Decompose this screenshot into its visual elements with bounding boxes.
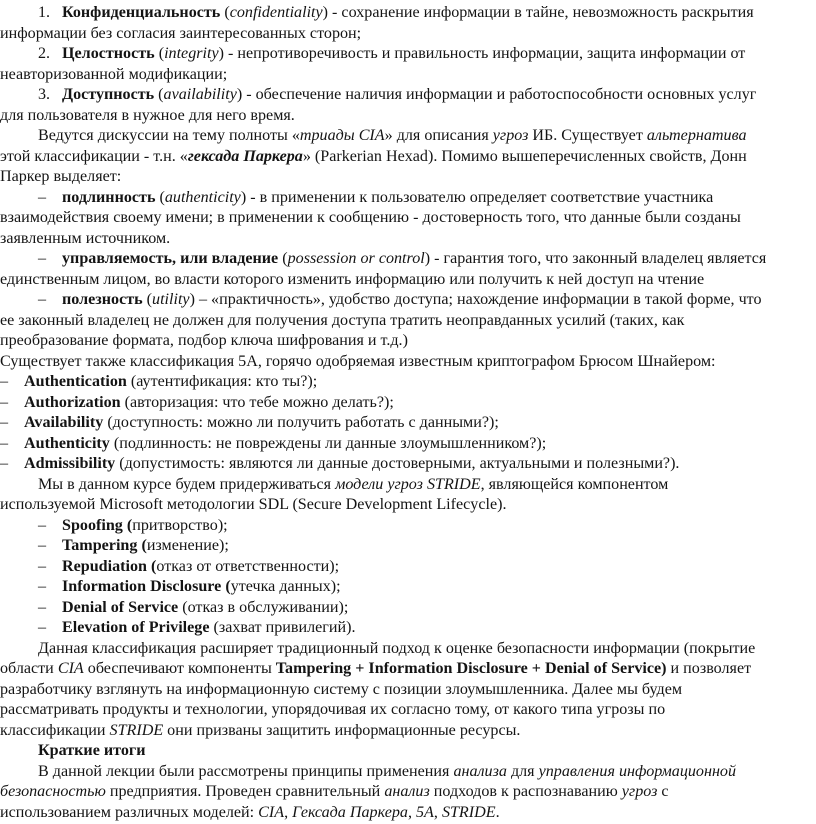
text-run: (доступность: можно ли получить работать с данными?);	[103, 414, 499, 431]
text-run: угроз	[493, 127, 529, 144]
text-run: (	[278, 250, 287, 267]
text-run: Denial of Service	[62, 599, 178, 616]
text-run: с	[657, 783, 668, 800]
text-run: преобразование формата, подбор ключа шифрования и т.д.)	[0, 332, 408, 349]
text-run: использованием различных моделей:	[0, 804, 258, 821]
text-run: ,	[434, 804, 442, 821]
text-run: Authorization	[24, 394, 121, 411]
text-run: отказ от ответственности);	[156, 558, 339, 575]
text-run: для	[507, 763, 539, 780]
text-run: анализа	[453, 763, 506, 780]
text-run: предприятия. Проведен сравнительный	[106, 783, 384, 800]
text-run: Spoofing (	[62, 517, 132, 534]
text-run: –	[0, 616, 62, 640]
text-run: 2.	[0, 42, 62, 66]
text-run: ) - сохранение информации в тайне, невозможность раскрытия	[323, 4, 754, 21]
text-run: рассматривать продукты и технологии, упорядочивая их согласно тому, от какого типа угрозы по	[0, 701, 665, 718]
text-run: взаимодействия своему имени; в применении к сообщению - достоверность того, что данные были созданы	[0, 209, 741, 226]
text-run: –	[0, 555, 62, 579]
text-run: области	[0, 660, 58, 677]
text-run: ) – «практичность», удобство доступа; нахождение информации в такой форме, что	[190, 291, 762, 308]
text-run: (авторизация: что тебе можно делать?);	[121, 394, 394, 411]
text-run: притворство);	[132, 517, 227, 534]
text-run: В данной лекции были рассмотрены принципы применения	[38, 763, 453, 780]
text-run: ) - гарантия того, что законный владелец является	[425, 250, 767, 267]
text-run: possession or control	[288, 250, 425, 267]
text-run: –	[0, 514, 62, 538]
text-run: –	[0, 370, 24, 394]
text-run: подходов к распознаванию	[430, 783, 622, 800]
text-run: Существует также классификация 5A, горячо одобряемая известным криптографом Брюсом Шнайером:	[0, 353, 716, 370]
text-run: триады CIA	[300, 127, 385, 144]
text-run: authenticity	[165, 189, 241, 206]
text-run: Доступность	[62, 86, 154, 103]
text-run: (	[155, 45, 164, 62]
text-run: 1.	[0, 1, 62, 25]
text-run: ) - в применении к пользователю определяет соответствие участника	[241, 189, 713, 206]
text-run: они призваны защитить информационные ресурсы.	[163, 722, 520, 739]
text-run: альтернатива	[647, 127, 747, 144]
text-run: 3.	[0, 83, 62, 107]
text-run: –	[0, 288, 62, 312]
text-run: –	[0, 575, 62, 599]
text-run: угроз	[622, 783, 658, 800]
text-run: (	[220, 4, 229, 21]
text-run: неавторизованной модификации;	[0, 66, 227, 83]
text-run: подлинность	[62, 189, 155, 206]
text-run: Данная классификация расширяет традиционный подход к оценке безопасности информации (покрытие	[38, 640, 755, 657]
text-run: модели угроз STRIDE	[335, 476, 481, 493]
text-run: Мы в данном курсе будем придерживаться	[38, 476, 335, 493]
text-run: безопасностью	[0, 783, 106, 800]
text-run: Authenticity	[24, 435, 110, 452]
text-run: –	[0, 247, 62, 271]
text-run: STRIDE	[442, 804, 496, 821]
text-run: используемой Microsoft методологии SDL (Secure Development Lifecycle).	[0, 496, 506, 513]
text-run: ,	[408, 804, 416, 821]
text-run: (допустимость: являются ли данные достоверными, актуальными и полезными?).	[115, 455, 679, 472]
text-run: Authentication	[24, 373, 127, 390]
text-run: availability	[164, 86, 237, 103]
text-run: (аутентификация: кто ты?);	[127, 373, 317, 390]
text-run: управляемость, или владение	[62, 250, 278, 267]
text-run: » для описания	[385, 127, 493, 144]
text-run: (	[154, 86, 163, 103]
text-run: ) - обеспечение наличия информации и работоспособности основных услуг	[237, 86, 757, 103]
text-run: , являющейся компонентом	[481, 476, 669, 493]
text-run: ИБ. Существует	[528, 127, 647, 144]
text-run: –	[0, 596, 62, 620]
text-run: ,	[284, 804, 292, 821]
text-run: ) - непротиворечивость и правильность информации, защита информации от	[219, 45, 746, 62]
text-run: STRIDE	[110, 722, 164, 739]
text-run: integrity	[164, 45, 219, 62]
text-run: –	[0, 452, 24, 476]
text-run: CIA	[58, 660, 84, 677]
text-run: –	[0, 432, 24, 456]
text-run: Information Disclosure (	[62, 578, 231, 595]
text-run: » (Parkerian Hexad). Помимо вышеперечисленных свойств, Донн	[303, 148, 747, 165]
text-run: и позволяет	[667, 660, 752, 677]
text-run: для пользователя в нужное для него время.	[0, 107, 295, 124]
text-run: –	[0, 411, 24, 435]
text-run: Tampering (	[62, 537, 147, 554]
text-run: (	[143, 291, 152, 308]
text-run: ее законный владелец не должен для получения доступа тратить неоправданных усилий (таких, как	[0, 312, 684, 329]
text-run: –	[0, 391, 24, 415]
text-run: confidentiality	[230, 4, 323, 21]
text-line	[0, 801, 816, 824]
text-run: единственным лицом, во власти которого изменить информацию или получить к ней доступ на чтение	[0, 271, 704, 288]
text-run: CIA	[258, 804, 284, 821]
text-run: Repudiation (	[62, 558, 156, 575]
text-run: .	[496, 804, 500, 821]
text-run: полезность	[62, 291, 143, 308]
text-run: (захват привилегий).	[210, 619, 356, 636]
text-run: (подлинность: не повреждены ли данные злоумышленником?);	[110, 435, 546, 452]
text-run: Admissibility	[24, 455, 115, 472]
text-run: Паркер выделяет:	[0, 168, 121, 185]
text-run: utility	[152, 291, 190, 308]
text-run: разработчику взглянуть на информационную систему с позиции злоумышленника. Далее мы будем	[0, 681, 682, 698]
text-run: –	[0, 534, 62, 558]
text-run: Elevation of Privilege	[62, 619, 210, 636]
text-run: анализ	[384, 783, 429, 800]
text-run: изменение);	[147, 537, 229, 554]
text-run: классификации	[0, 722, 110, 739]
text-run: Ведутся дискуссии на тему полноты «	[38, 127, 300, 144]
text-run: этой классификации - т.н. «	[0, 148, 188, 165]
text-run: Конфиденциальность	[62, 4, 220, 21]
text-run: утечка данных);	[231, 578, 341, 595]
text-run: гексада Паркера	[188, 148, 303, 165]
text-run: информации без согласия заинтересованных сторон;	[0, 25, 361, 42]
text-run: (	[155, 189, 164, 206]
text-run: обеспечивают компоненты	[84, 660, 276, 677]
text-run: заявленным источником.	[0, 230, 170, 247]
text-run: Целостность	[62, 45, 155, 62]
text-run: 5A	[416, 804, 434, 821]
text-run: Гексада Паркера	[292, 804, 408, 821]
text-run: управления информационной	[539, 763, 736, 780]
text-run: (отказ в обслуживании);	[178, 599, 348, 616]
text-run: Availability	[24, 414, 103, 431]
text-run: –	[0, 186, 62, 210]
text-run: Краткие итоги	[38, 742, 145, 759]
text-run: Tampering + Information Disclosure + Denial of Service)	[276, 660, 667, 677]
